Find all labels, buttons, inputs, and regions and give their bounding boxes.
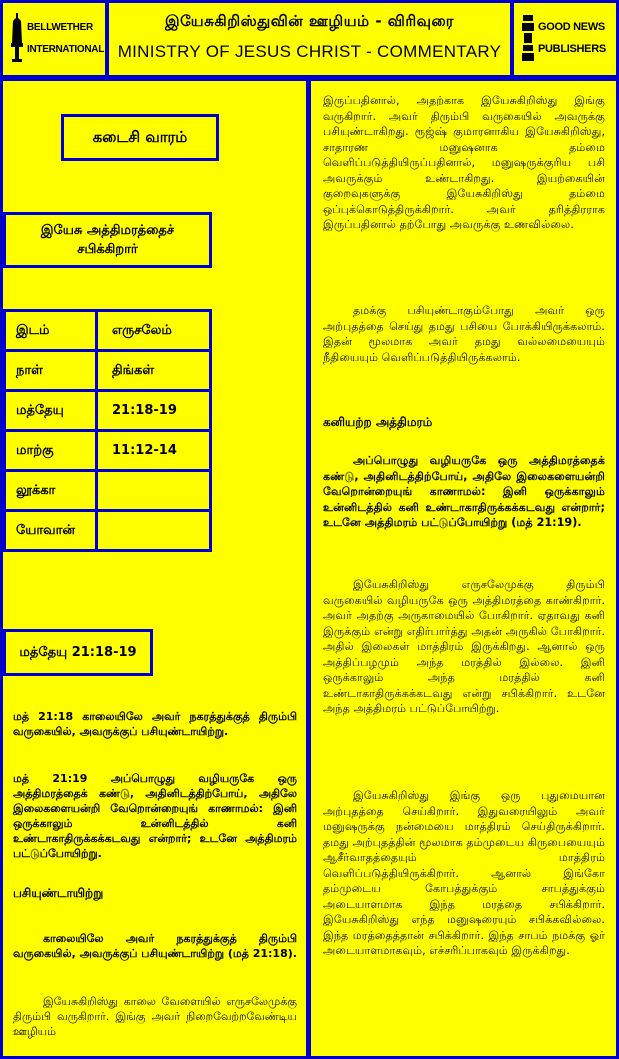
verse-2: மத் 21:19 அப்பொழுது வழியருகே ஒரு அத்திமரத்தைக் கண்டு, அதினிடத்திற்போய், அதிலே இலைகளையன்றி வேறொன்றையுங் காணாமல்: இனி ஒருக்காலும் உன்னிடத்தில் கனி உண்டாகாதிருக்கக்கடவது என்றார்; உடனே அத்திமரம் பட்டுப்போயிற்று. (13, 772, 297, 860)
info-label: இடம் (5, 311, 97, 351)
table-row (5, 471, 211, 511)
title-tamil: இயேசுகிறிஸ்துவின் ஊழியம் - விரிவுரை (165, 12, 454, 30)
passage-ref: மத்தேயு 21:18-19 (3, 629, 153, 676)
title-area (109, 3, 510, 75)
info-label: மத்தேயு (5, 391, 97, 431)
right-heading: கனியற்ற அத்திமரம் (323, 415, 433, 429)
book-stack-icon (521, 13, 535, 63)
para-start: இயேசுகிறிஸ்து காலை வேளையில் எருசலேமுக்கு திரும்பி வருகிறார். இங்கு அவர் நிறைவேற்றவேண்டிய ஊழியம் (13, 995, 297, 1038)
table-row (5, 431, 211, 471)
title-english: MINISTRY OF JESUS CHRIST - COMMENTARY (117, 42, 502, 61)
info-label: மாற்கு (5, 431, 97, 471)
topic-box (3, 212, 212, 268)
right-para-3: இயேசுகிறிஸ்து எருசலேமுக்கு திரும்பி வருகையில் வழியருகே ஒரு அத்திமரத்தை காண்கிறார். அவர் அதற்கு அருகாமையில் போகிறார். ஏதாவது கனி இருக்கும் என்று எதிர்பார்த்து அதன் அருகில் போகிறார். அதில் இலைகள் மாத்திரம் இருக்கிறது. ஆனால் ஒரு அத்திப்பழமும் அந்த மரத்தில் இல்லை. இனி ஒருக்காலும் அந்த மரத்தில் கனி உண்டாகாதிருக்கக்கடவது என்று சபிக்கிறார். உடனே அந்த அத்திமரம் பட்டுப்போயிற்று. (323, 578, 605, 715)
good-news-logo (514, 3, 616, 75)
quote: காலையிலே அவர் நகரத்துக்குத் திரும்பி வருகையில், அவருக்குப் பசியுண்டாயிற்று (மத் 21:18). (13, 932, 297, 960)
topic-line2: சபிக்கிறார் (77, 242, 138, 257)
info-label: நாள் (5, 351, 97, 391)
left-column (3, 81, 306, 1056)
right-quote: அப்பொழுது வழியருகே ஒரு அத்திமரத்தைக் கண்டு, அதினிடத்திற்போய், அதிலே இலைகளையன்றி வேறொன்றையுங் காணாமல்: இனி ஒருக்காலும் உன்னிடத்தில் கனி உண்டாகாதிருக்கக்கடவது என்றார்; உடனே அத்திமரம் பட்டுப்போயிற்று (மத் 21:19). (323, 454, 605, 529)
right-para-2: தமக்கு பசியுண்டாகும்போது அவர் ஒரு அற்புதத்தை செய்து தமது பசியை போக்கியிருக்கலாம். இதன் மூலமாக அவர் தமது வல்லமையையும் நீதியையும் வெளிப்படுத்தியிருக்கலாம். (323, 304, 605, 364)
logo-right-line1: GOOD NEWS (538, 21, 605, 33)
info-value: 21:18-19 (97, 391, 211, 431)
info-label: லூக்கா (5, 471, 97, 511)
table-row (5, 391, 211, 431)
info-label: யோவான் (5, 511, 97, 551)
bellwether-logo (3, 3, 105, 75)
info-value: எருசலேம் (97, 311, 211, 351)
info-value (97, 511, 211, 551)
verse-1: மத் 21:18 காலையிலே அவர் நகரத்துக்குத் திரும்பி வருகையில், அவருக்குப் பசியுண்டாயிற்று. (13, 710, 297, 738)
right-para-4: இயேசுகிறிஸ்து இங்கு ஒரு புதுமையான அற்புதத்தை செய்கிறார். இதுவரையிலும் அவர் மனுஷருக்கு நன்மையை மாத்திரம் செய்திருக்கிறார். தமது அற்புதத்தின் மூலமாக தம்முடைய கிருபையையும் ஆசீர்வாதத்தையும் மாத்திரம் வெளிப்படுத்தியிருக்கிறார். ஆனால் இங்கோ தம்முடைய கோபத்துக்கும் சாபத்துக்கும் அடையாளமாக இந்த மரத்தை சபிக்கிறார். இயேசுகிறிஸ்து எந்த மனுஷரையும் சபிக்கவில்லை. இந்த மரத்தைத்தான் சபிக்கிறார். இந்த சாபம் நமக்கு ஓர் அடையாளமாகவும், எச்சரிப்பாகவும் இருக்கிறது. (323, 789, 605, 957)
page-header (0, 0, 619, 78)
info-value: திங்கள் (97, 351, 211, 391)
logo-left-line1: BELLWETHER (27, 22, 93, 33)
logo-right-line2: PUBLISHERS (538, 43, 606, 55)
right-column (311, 81, 616, 1056)
week-label: கடைசி வாரம் (61, 114, 219, 161)
subheading: பசியுண்டாயிற்று (13, 886, 104, 900)
topic-line1: இயேசு அத்திமரத்தைச் (40, 223, 175, 238)
info-value (97, 471, 211, 511)
right-para-1: இருப்பதினால், அதற்காக இயேசுகிறிஸ்து இங்கு வருகிறார். அவர் திரும்பி வருகையில் அவருக்கு பசியுண்டாகிறது. ரூஜ்ஷ் குமாரனாகிய இயேசுகிறிஸ்து, சாதாரண மனுஷனாக தம்மை வெளிப்படுத்தியிருப்பதினால், மனுஷருக்குரிய பசி அவருக்கும் உண்டாகிறது. இயற்கையின் குறைவுகளுக்கு இயேசுகிறிஸ்து தம்மை ஒப்புக்கொடுத்திருக்கிறார். அவர் தரித்திரராக இருப்பதினால் தற்போது அவருக்கு உணவில்லை. (323, 94, 605, 231)
info-value: 11:12-14 (97, 431, 211, 471)
logo-left-line2: INTERNATIONAL (27, 44, 105, 55)
table-row (5, 351, 211, 391)
table-row (5, 511, 211, 551)
info-table (3, 309, 212, 552)
table-row (5, 311, 211, 351)
bell-icon (10, 13, 24, 63)
